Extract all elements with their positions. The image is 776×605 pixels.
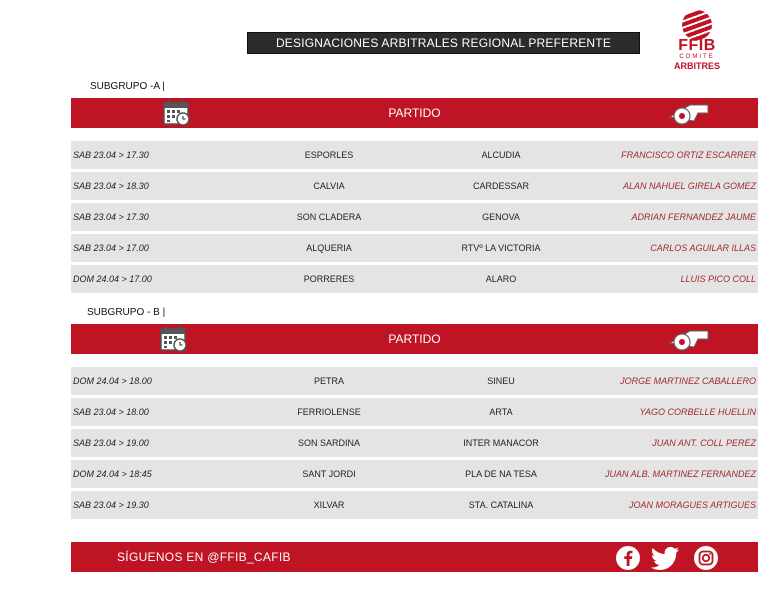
logo-sub-arbitres: ARBITRES [673, 61, 720, 71]
home-team: FERRIOLENSE [297, 407, 361, 417]
subgroup-a-header-label: PARTIDO [388, 106, 441, 120]
calendar-icon [160, 326, 188, 352]
away-team: ALCUDIA [481, 150, 521, 160]
subgroup-a-header [71, 98, 758, 128]
logo-sub-comite: COMITE [679, 54, 715, 60]
away-team: ALARO [485, 274, 517, 284]
away-team: SINEU [487, 376, 515, 386]
match-row [71, 460, 758, 488]
match-row [71, 265, 758, 293]
match-date: SAB 23.04 > 18.30 [73, 181, 149, 191]
match-row [71, 141, 758, 169]
calendar-icon [163, 100, 191, 126]
match-date: SAB 23.04 > 17.00 [73, 243, 149, 253]
match-row [71, 367, 758, 395]
twitter-icon[interactable] [649, 545, 681, 571]
away-team: INTER MANACOR [463, 438, 539, 448]
home-team: XILVAR [313, 500, 345, 510]
home-team: CALVIA [313, 181, 345, 191]
home-team: SON SARDINA [297, 438, 361, 448]
instagram-icon[interactable] [693, 545, 719, 571]
referee-name: LLUIS PICO COLL [680, 274, 756, 284]
match-row [71, 491, 758, 519]
home-team: SON CLADERA [296, 212, 362, 222]
away-team: RTVº LA VICTORIA [461, 243, 541, 253]
match-row [71, 429, 758, 457]
referee-name: FRANCISCO ORTIZ ESCARRER [621, 150, 756, 160]
match-date: SAB 23.04 > 19.30 [73, 500, 149, 510]
referee-name: ALAN NAHUEL GIRELA GOMEZ [622, 181, 756, 191]
facebook-icon[interactable] [615, 545, 641, 571]
subgroup-b-header-label: PARTIDO [388, 332, 441, 346]
home-team: SANT JORDI [302, 469, 356, 479]
match-row [71, 398, 758, 426]
match-row [71, 172, 758, 200]
follow-text: SÍGUENOS EN @FFIB_CAFIB [117, 550, 291, 564]
logo-name: FFIB [678, 37, 716, 54]
away-team: ARTA [489, 407, 513, 417]
away-team: GENOVA [482, 212, 520, 222]
match-date: SAB 23.04 > 19.00 [73, 438, 149, 448]
home-team: PORRERES [303, 274, 355, 284]
page-title: DESIGNACIONES ARBITRALES REGIONAL PREFERENTE [247, 32, 640, 54]
referee-name: JUAN ANT. COLL PEREZ [652, 438, 756, 448]
ffib-logo [672, 10, 722, 74]
match-date: DOM 24.04 > 17.00 [73, 274, 152, 284]
referee-name: ADRIAN FERNANDEZ JAUME [631, 212, 756, 222]
away-team: STA. CATALINA [468, 500, 534, 510]
footer-bar [71, 542, 758, 572]
referee-name: JORGE MARTINEZ CABALLERO [620, 376, 756, 386]
away-team: CARDESSAR [472, 181, 530, 191]
whistle-icon [668, 101, 710, 125]
referee-name: JOAN MORAGUES ARTIGUES [628, 500, 756, 510]
match-date: SAB 23.04 > 17.30 [73, 150, 149, 160]
home-team: ESPORLES [304, 150, 354, 160]
away-team: PLA DE NA TESA [465, 469, 537, 479]
match-date: DOM 24.04 > 18.00 [73, 376, 152, 386]
ball-icon [682, 10, 712, 40]
referee-name: CARLOS AGUILAR ILLAS [650, 243, 756, 253]
referee-name: JUAN ALB. MARTINEZ FERNANDEZ [604, 469, 756, 479]
home-team: PETRA [313, 376, 345, 386]
match-date: SAB 23.04 > 17.30 [73, 212, 149, 222]
match-date: SAB 23.04 > 18.00 [73, 407, 149, 417]
subgroup-b-header [71, 324, 758, 354]
subgroup-a-label: SUBGRUPO -A | [90, 81, 165, 92]
match-row [71, 234, 758, 262]
home-team: ALQUERIA [306, 243, 352, 253]
referee-name: YAGO CORBELLE HUELLIN [639, 407, 756, 417]
subgroup-b-label: SUBGRUPO - B | [87, 307, 166, 318]
whistle-icon [668, 327, 710, 351]
match-row [71, 203, 758, 231]
match-date: DOM 24.04 > 18:45 [73, 469, 152, 479]
